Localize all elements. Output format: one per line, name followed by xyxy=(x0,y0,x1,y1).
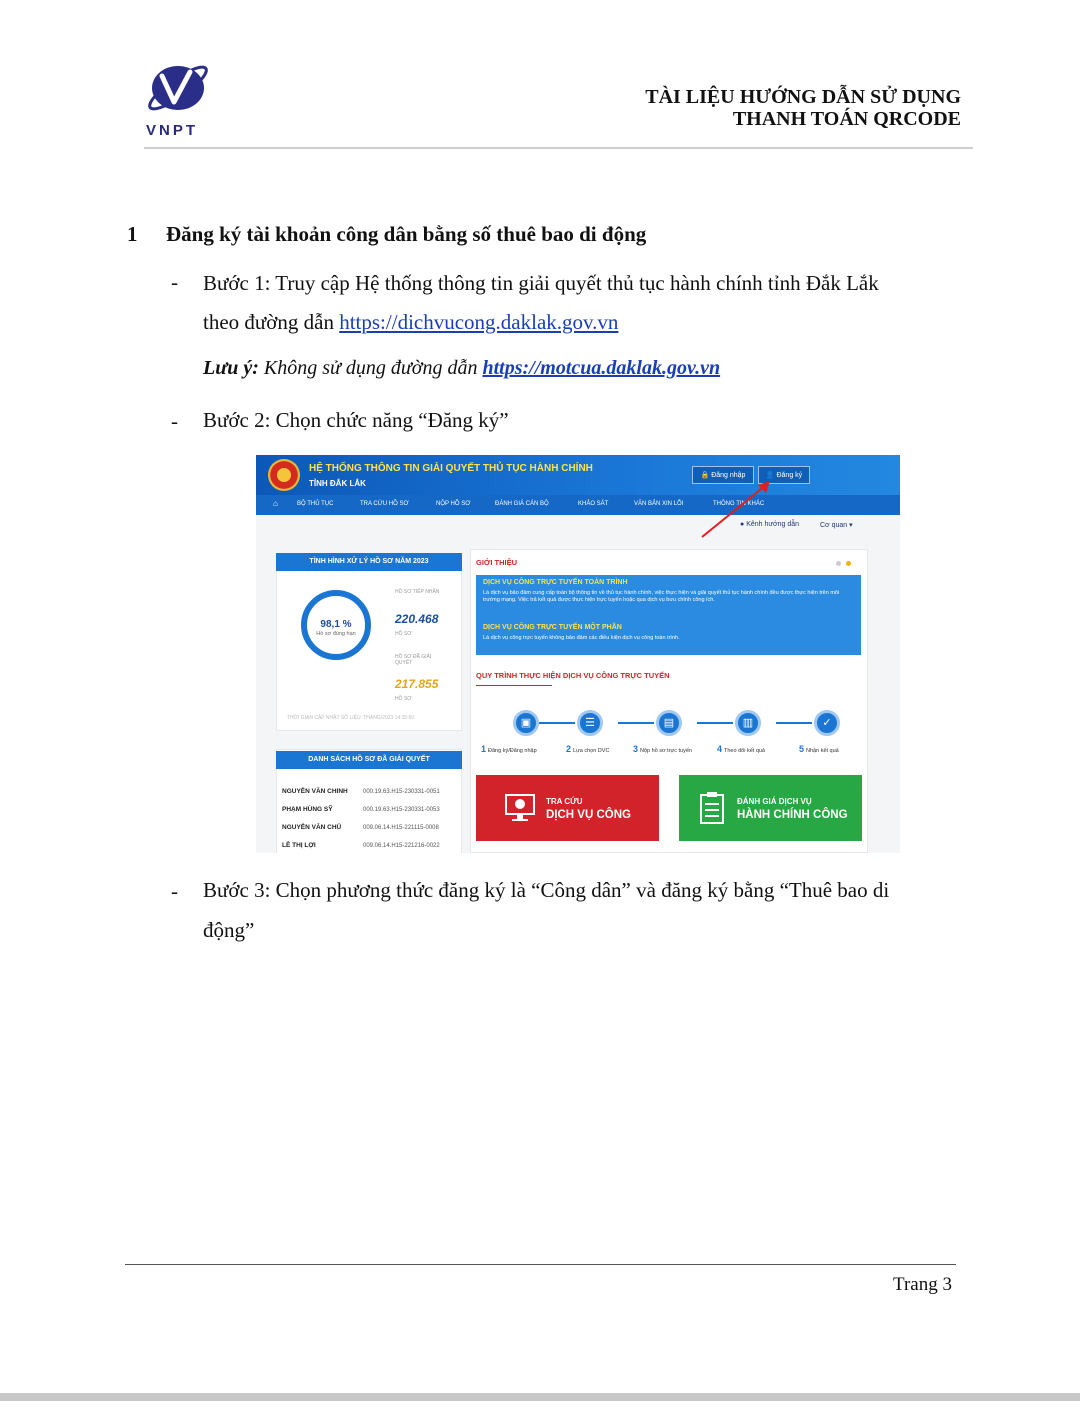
intro-heading-full: DỊCH VỤ CÔNG TRỰC TUYẾN TOÀN TRÌNH xyxy=(483,579,628,586)
nav-item-survey[interactable]: KHẢO SÁT xyxy=(578,501,609,507)
portal-nav xyxy=(256,495,900,515)
process-step-num: 5 xyxy=(799,744,805,754)
nav-item-rate-officials[interactable]: ĐÁNH GIÁ CÁN BỘ xyxy=(495,501,549,507)
home-icon[interactable]: ⌂ xyxy=(273,499,278,508)
logo-text: VNPT xyxy=(146,122,199,139)
step-3-text-line-2: động” xyxy=(203,918,255,942)
process-step-num: 1 xyxy=(481,744,487,754)
received-label: HỒ SƠ TIẾP NHẬN xyxy=(395,589,440,595)
lock-icon: 🔒 xyxy=(700,472,710,479)
resolved-label: HỒ SƠ ĐÃ GIẢI QUYẾT xyxy=(395,654,432,666)
step-2-text: Bước 2: Chọn chức năng “Đăng ký” xyxy=(203,408,509,432)
list-item-name: NGUYỄN VĂN CHINH xyxy=(282,788,348,795)
process-step xyxy=(717,744,765,754)
list-item-name: LÊ THỊ LỢI xyxy=(282,842,316,849)
check-step-icon: ✓ xyxy=(814,710,840,736)
motcua-link[interactable]: https://motcua.daklak.gov.vn xyxy=(482,357,721,379)
document-title-line-1: TÀI LIỆU HƯỚNG DẪN SỬ DỤNG xyxy=(645,86,961,108)
step-1-text: Bước 1: Truy cập Hệ thống thông tin giải quyết thủ tục hành chính tỉnh Đắk Lắk xyxy=(203,271,879,295)
process-step-num: 3 xyxy=(633,744,639,754)
process-step-label: Lựa chọn DVC xyxy=(573,748,610,754)
stats-header: TÌNH HÌNH XỬ LÝ HỒ SƠ NĂM 2023 xyxy=(276,553,462,571)
process-step-label: Theo dõi kết quả xyxy=(724,748,765,754)
process-step-num: 2 xyxy=(566,744,572,754)
guide-link[interactable]: ● Kênh hướng dẫn xyxy=(740,521,800,528)
section-title: Đăng ký tài khoản công dân bằng số thuê bao di động xyxy=(166,222,647,246)
agency-link[interactable]: Cơ quan ▾ xyxy=(820,522,853,529)
guide-link-label: Kênh hướng dẫn xyxy=(746,521,800,528)
header-divider xyxy=(144,147,973,149)
process-step-label: Nhận kết quả xyxy=(806,748,839,754)
process-step-label: Đăng ký/Đăng nhập xyxy=(488,748,537,754)
process-title: QUY TRÌNH THỰC HIỆN DỊCH VỤ CÔNG TRỰC TUYẾN xyxy=(476,671,670,680)
nav-item-submit[interactable]: NỘP HỒ SƠ xyxy=(436,501,471,507)
monitor-icon xyxy=(504,793,536,823)
portal-header xyxy=(256,455,900,495)
step-1-line-2 xyxy=(203,303,618,342)
step-3-text-line-1: Bước 3: Chọn phương thức đăng ký là “Công dân” và đăng ký bằng “Thuê bao di xyxy=(203,878,890,902)
section-number: 1 xyxy=(127,222,138,246)
user-plus-icon: 👤 xyxy=(765,472,775,479)
note xyxy=(203,357,720,380)
portal-screenshot xyxy=(256,455,900,853)
note-label: Lưu ý: xyxy=(203,357,259,379)
process-title-underline xyxy=(476,685,552,686)
red-arrow-icon xyxy=(696,475,786,545)
portal-system-subtitle: TỈNH ĐẮK LẮK xyxy=(309,479,366,488)
process-step-num: 4 xyxy=(717,744,723,754)
step-connector xyxy=(697,722,733,724)
portal-system-title: HỆ THỐNG THÔNG TIN GIẢI QUYẾT THỦ TỤC HÀNH CHÍNH xyxy=(309,463,593,474)
list-item-name: PHẠM HÙNG SỸ xyxy=(282,806,333,813)
list-item-code: 000.19.63.H15-230331-0053 xyxy=(363,807,440,813)
document-title-line-2: THANH TOÁN QRCODE xyxy=(732,108,961,130)
rate-button-line-2: HÀNH CHÍNH CÔNG xyxy=(737,809,848,821)
step-connector xyxy=(539,722,575,724)
register-label: Đăng ký xyxy=(776,472,803,479)
checklist-icon xyxy=(699,791,725,825)
process-step xyxy=(481,744,537,754)
intro-box xyxy=(476,575,861,655)
rate-button-line-1: ĐÁNH GIÁ DỊCH VỤ xyxy=(737,797,812,806)
agency-link-label: Cơ quan xyxy=(820,522,848,529)
nav-item-apology[interactable]: VĂN BẢN XIN LỖI xyxy=(634,501,684,507)
donut-value: 98,1 % xyxy=(320,619,352,630)
step-connector xyxy=(618,722,654,724)
step-connector xyxy=(776,722,812,724)
carousel-dot-active[interactable] xyxy=(846,561,851,566)
login-step-icon: ▣ xyxy=(513,710,539,736)
step-1-link-prefix: theo đường dẫn xyxy=(203,310,340,334)
national-emblem-icon xyxy=(268,459,300,491)
bullet-dash: - xyxy=(171,879,178,903)
viewer-bottom-bar xyxy=(0,1393,1080,1401)
resolved-value: 217.855 xyxy=(395,677,439,691)
nav-item-lookup[interactable]: TRA CỨU HỒ SƠ xyxy=(360,501,409,507)
carousel-dot[interactable] xyxy=(836,561,841,566)
received-value: 220.468 xyxy=(395,612,439,626)
list-item-name: NGUYỄN VĂN CHỦ xyxy=(282,824,342,831)
note-text: Không sử dụng đường dẫn xyxy=(258,357,483,379)
intro-heading-partial: DỊCH VỤ CÔNG TRỰC TUYẾN MỘT PHẦN xyxy=(483,624,622,631)
page-number: Trang 3 xyxy=(893,1274,952,1295)
login-label: Đăng nhập xyxy=(711,472,746,479)
nav-item-other[interactable]: THÔNG TIN KHÁC xyxy=(713,501,765,507)
donut-caption: Hồ sơ đúng hạn xyxy=(316,631,356,637)
clipboard-step-icon: ▥ xyxy=(735,710,761,736)
list-item-code: 009.06.14.H15-221115-0008 xyxy=(363,825,439,831)
updated-time: THỜI GIAN CẬP NHẬT SỐ LIỆU: THÁNG/2023 14:35:50 xyxy=(287,715,415,721)
nav-item-procedures[interactable]: BỘ THỦ TỤC xyxy=(297,501,334,507)
process-step xyxy=(566,744,609,754)
rate-admin-service-button[interactable] xyxy=(679,775,862,841)
process-step xyxy=(799,744,839,754)
resolved-list-header: DANH SÁCH HỒ SƠ ĐÃ GIẢI QUYẾT xyxy=(276,751,462,769)
process-step xyxy=(633,744,692,754)
list-item-code: 009.06.14.H15-221216-0022 xyxy=(363,843,440,849)
intro-title: GIỚI THIỆU xyxy=(476,558,517,567)
document-title xyxy=(645,86,961,130)
intro-text-full: Là dịch vụ bảo đảm cung cấp toàn bộ thông tin về thủ tục hành chính, việc thực hiện và giải quyết thủ tục hành chính đều được thực hiện trên môi trường mạng. Việc trả kết quả được thực hiện trực tuyến hoặc qua dịch vụ bưu chính công ích. xyxy=(483,590,840,603)
process-step-label: Nộp hồ sơ trực tuyến xyxy=(640,748,692,754)
search-button-line-2: DỊCH VỤ CÔNG xyxy=(546,809,631,821)
footer-divider xyxy=(125,1264,956,1265)
intro-text-partial: Là dịch vụ công trực tuyến không bảo đảm các điều kiện dịch vụ công toàn trình. xyxy=(483,635,680,641)
document-step-icon: ▤ xyxy=(656,710,682,736)
received-unit: HỒ SƠ xyxy=(395,631,412,637)
search-button-line-1: TRA CỨU xyxy=(546,797,583,806)
bullet-dash: - xyxy=(171,270,178,294)
dichvucong-link[interactable]: https://dichvucong.daklak.gov.vn xyxy=(339,310,619,334)
list-step-icon: ☰ xyxy=(577,710,603,736)
search-public-service-button[interactable] xyxy=(476,775,659,841)
list-item-code: 000.19.63.H15-230331-0051 xyxy=(363,789,440,795)
bullet-dash: - xyxy=(171,409,178,433)
resolved-unit: HỒ SƠ xyxy=(395,696,412,702)
